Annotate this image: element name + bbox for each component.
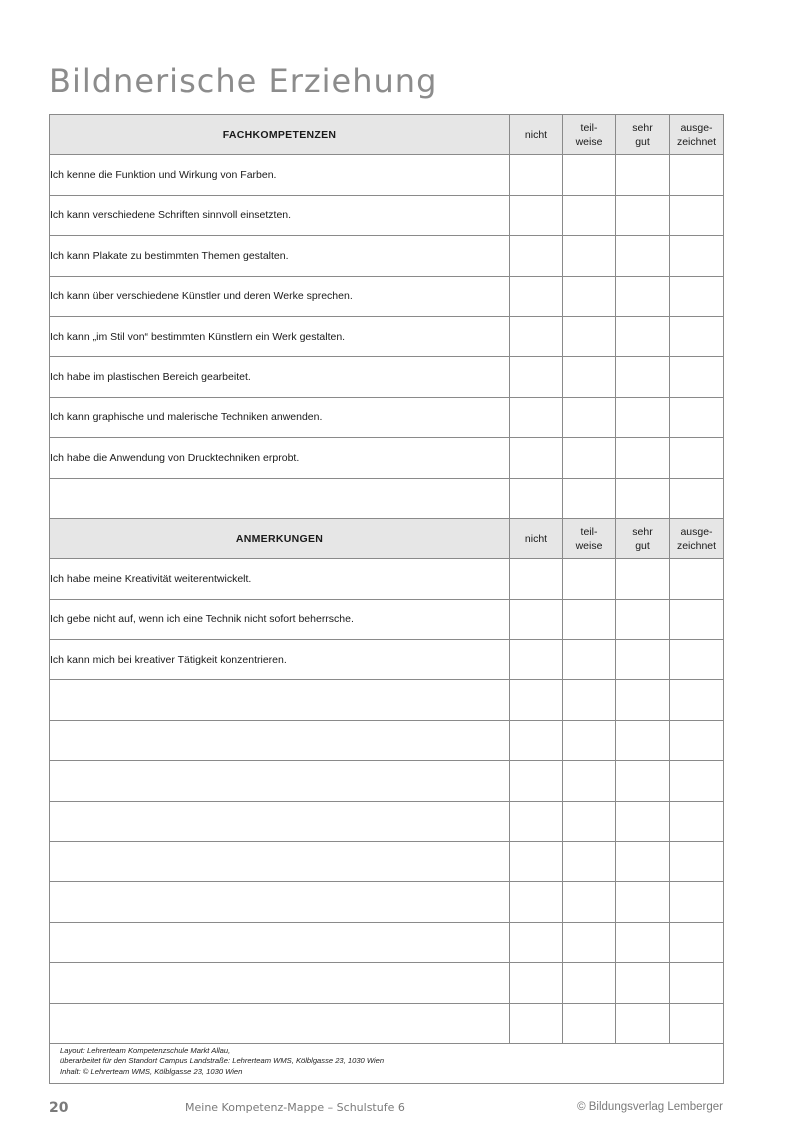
table-row xyxy=(50,720,724,760)
rating-cell-teilweise[interactable] xyxy=(563,438,616,478)
rating-cell-teilweise[interactable] xyxy=(563,1003,616,1043)
rating-cell-nicht[interactable] xyxy=(510,801,563,841)
rating-cell-nicht[interactable] xyxy=(510,397,563,437)
rating-cell-sehr-gut[interactable] xyxy=(616,195,670,235)
rating-cell-teilweise[interactable] xyxy=(563,155,616,195)
section2-header-row xyxy=(50,518,724,558)
rating-cell-teilweise[interactable] xyxy=(563,720,616,760)
column-header-ausgezeichnet xyxy=(670,518,724,558)
credits xyxy=(50,1043,724,1083)
rating-cell-ausgezeichnet[interactable] xyxy=(670,236,724,276)
rating-cell-ausgezeichnet[interactable] xyxy=(670,357,724,397)
rating-cell-teilweise[interactable] xyxy=(563,640,616,680)
rating-cell-sehr-gut[interactable] xyxy=(616,640,670,680)
rating-cell-ausgezeichnet[interactable] xyxy=(670,276,724,316)
rating-cell-nicht[interactable] xyxy=(510,155,563,195)
rating-cell-sehr-gut[interactable] xyxy=(616,761,670,801)
column-header-nicht xyxy=(510,518,563,558)
competency-statement xyxy=(50,478,510,518)
column-header-text: teil- xyxy=(580,525,598,538)
rating-cell-ausgezeichnet[interactable] xyxy=(670,801,724,841)
rating-cell-ausgezeichnet[interactable] xyxy=(670,195,724,235)
table-row xyxy=(50,236,724,276)
credits-line1: Layout: Lehrerteam Kompetenzschule Markt Allau, xyxy=(60,1045,231,1055)
competency-statement: Ich gebe nicht auf, wenn ich eine Technik nicht sofort beherrsche. xyxy=(50,599,510,639)
competency-statement xyxy=(50,801,510,841)
competency-statement xyxy=(50,720,510,760)
rating-cell-nicht[interactable] xyxy=(510,720,563,760)
rating-cell-ausgezeichnet[interactable] xyxy=(670,1003,724,1043)
table-row xyxy=(50,478,724,518)
credits-line2: überarbeitet für den Standort Campus Landstraße: Lehrerteam WMS, Kölblgasse 23, 1030 Wien xyxy=(60,1056,385,1066)
table-row xyxy=(50,316,724,356)
competency-statement: Ich kann graphische und malerische Techniken anwenden. xyxy=(50,397,510,437)
table-row xyxy=(50,599,724,639)
rating-cell-sehr-gut[interactable] xyxy=(616,599,670,639)
column-header-text: weise xyxy=(575,135,603,148)
rating-cell-ausgezeichnet[interactable] xyxy=(670,397,724,437)
page-footer xyxy=(49,1100,723,1116)
table-row xyxy=(50,922,724,962)
competency-statement: Ich kann über verschiedene Künstler und deren Werke sprechen. xyxy=(50,276,510,316)
rating-cell-nicht[interactable] xyxy=(510,236,563,276)
competency-statement: Ich habe meine Kreativität weiterentwickelt. xyxy=(50,559,510,599)
rating-cell-sehr-gut[interactable] xyxy=(616,478,670,518)
rating-cell-ausgezeichnet[interactable] xyxy=(670,478,724,518)
rating-cell-sehr-gut[interactable] xyxy=(616,882,670,922)
column-header-text: nicht xyxy=(524,128,548,141)
rating-cell-sehr-gut[interactable] xyxy=(616,276,670,316)
rating-cell-ausgezeichnet[interactable] xyxy=(670,882,724,922)
rating-cell-nicht[interactable] xyxy=(510,640,563,680)
table-row xyxy=(50,761,724,801)
table-row xyxy=(50,397,724,437)
rating-cell-teilweise[interactable] xyxy=(563,599,616,639)
rating-cell-ausgezeichnet[interactable] xyxy=(670,640,724,680)
table-row xyxy=(50,680,724,720)
competency-statement xyxy=(50,680,510,720)
rating-cell-nicht[interactable] xyxy=(510,680,563,720)
column-header-sehr-gut xyxy=(616,518,670,558)
column-header-ausgezeichnet xyxy=(670,115,724,155)
rating-cell-teilweise[interactable] xyxy=(563,801,616,841)
column-header-text: gut xyxy=(635,135,650,148)
table-row xyxy=(50,1003,724,1043)
column-header-text: teil- xyxy=(580,121,598,134)
table-row xyxy=(50,357,724,397)
rating-cell-ausgezeichnet[interactable] xyxy=(670,842,724,882)
rating-cell-ausgezeichnet[interactable] xyxy=(670,922,724,962)
competency-statement: Ich habe im plastischen Bereich gearbeitet. xyxy=(50,357,510,397)
table-row xyxy=(50,963,724,1003)
rating-cell-nicht[interactable] xyxy=(510,882,563,922)
column-header-text: ausge- xyxy=(680,121,713,134)
rating-cell-teilweise[interactable] xyxy=(563,397,616,437)
rating-cell-teilweise[interactable] xyxy=(563,963,616,1003)
column-header-text: sehr xyxy=(632,525,653,538)
column-header-text: zeichnet xyxy=(676,539,717,552)
rating-cell-teilweise[interactable] xyxy=(563,316,616,356)
rating-cell-sehr-gut[interactable] xyxy=(616,1003,670,1043)
column-header-text: weise xyxy=(575,539,603,552)
rating-cell-teilweise[interactable] xyxy=(563,882,616,922)
rating-cell-ausgezeichnet[interactable] xyxy=(670,720,724,760)
rating-cell-sehr-gut[interactable] xyxy=(616,680,670,720)
column-header-text: sehr xyxy=(632,121,653,134)
section1-header-row xyxy=(50,115,724,155)
competency-statement: Ich kann „im Stil von“ bestimmten Künstlern ein Werk gestalten. xyxy=(50,316,510,356)
table-row xyxy=(50,882,724,922)
rating-cell-nicht[interactable] xyxy=(510,195,563,235)
column-header-text: zeichnet xyxy=(676,135,717,148)
rating-cell-sehr-gut[interactable] xyxy=(616,922,670,962)
table-row xyxy=(50,559,724,599)
competency-statement xyxy=(50,922,510,962)
rating-cell-nicht[interactable] xyxy=(510,559,563,599)
rating-cell-sehr-gut[interactable] xyxy=(616,236,670,276)
rating-cell-ausgezeichnet[interactable] xyxy=(670,438,724,478)
column-header-text: gut xyxy=(635,539,650,552)
rating-cell-nicht[interactable] xyxy=(510,438,563,478)
table-row xyxy=(50,155,724,195)
rating-cell-teilweise[interactable] xyxy=(563,559,616,599)
rating-cell-ausgezeichnet[interactable] xyxy=(670,680,724,720)
competency-table xyxy=(49,114,724,1084)
rating-cell-ausgezeichnet[interactable] xyxy=(670,316,724,356)
rating-cell-sehr-gut[interactable] xyxy=(616,963,670,1003)
competency-statement xyxy=(50,963,510,1003)
rating-cell-sehr-gut[interactable] xyxy=(616,720,670,760)
rating-cell-nicht[interactable] xyxy=(510,842,563,882)
rating-cell-teilweise[interactable] xyxy=(563,236,616,276)
competency-statement xyxy=(50,882,510,922)
rating-cell-teilweise[interactable] xyxy=(563,842,616,882)
rating-cell-teilweise[interactable] xyxy=(563,680,616,720)
rating-cell-ausgezeichnet[interactable] xyxy=(670,155,724,195)
table-row xyxy=(50,842,724,882)
column-header-text: nicht xyxy=(524,532,548,545)
column-header-nicht xyxy=(510,115,563,155)
column-header-teilweise xyxy=(563,115,616,155)
column-header-sehr-gut xyxy=(616,115,670,155)
publisher: © Bildungsverlag Lemberger xyxy=(577,1101,723,1113)
section-heading: ANMERKUNGEN xyxy=(50,518,510,558)
competency-statement xyxy=(50,761,510,801)
page-title: Bildnerische Erziehung xyxy=(49,62,438,100)
rating-cell-teilweise[interactable] xyxy=(563,922,616,962)
column-header-teilweise xyxy=(563,518,616,558)
rating-cell-teilweise[interactable] xyxy=(563,357,616,397)
rating-cell-sehr-gut[interactable] xyxy=(616,316,670,356)
credits-line3: Inhalt: © Lehrerteam WMS, Kölblgasse 23, 1030 Wien xyxy=(60,1066,243,1076)
table-row xyxy=(50,276,724,316)
rating-cell-nicht[interactable] xyxy=(510,1003,563,1043)
rating-cell-nicht[interactable] xyxy=(510,963,563,1003)
rating-cell-sehr-gut[interactable] xyxy=(616,842,670,882)
rating-cell-ausgezeichnet[interactable] xyxy=(670,963,724,1003)
table-row xyxy=(50,438,724,478)
rating-cell-sehr-gut[interactable] xyxy=(616,155,670,195)
rating-cell-nicht[interactable] xyxy=(510,922,563,962)
rating-cell-sehr-gut[interactable] xyxy=(616,357,670,397)
rating-cell-sehr-gut[interactable] xyxy=(616,438,670,478)
competency-statement: Ich kann Plakate zu bestimmten Themen gestalten. xyxy=(50,236,510,276)
rating-cell-nicht[interactable] xyxy=(510,761,563,801)
table-row xyxy=(50,195,724,235)
rating-cell-ausgezeichnet[interactable] xyxy=(670,761,724,801)
rating-cell-nicht[interactable] xyxy=(510,276,563,316)
competency-statement xyxy=(50,842,510,882)
table-row xyxy=(50,801,724,841)
rating-cell-nicht[interactable] xyxy=(510,478,563,518)
competency-statement: Ich kann mich bei kreativer Tätigkeit konzentrieren. xyxy=(50,640,510,680)
rating-cell-teilweise[interactable] xyxy=(563,478,616,518)
credits-row xyxy=(50,1043,724,1083)
competency-statement xyxy=(50,1003,510,1043)
competency-statement: Ich kenne die Funktion und Wirkung von Farben. xyxy=(50,155,510,195)
rating-cell-nicht[interactable] xyxy=(510,357,563,397)
rating-cell-nicht[interactable] xyxy=(510,599,563,639)
rating-cell-sehr-gut[interactable] xyxy=(616,559,670,599)
rating-cell-teilweise[interactable] xyxy=(563,276,616,316)
book-title: Meine Kompetenz-Mappe – Schulstufe 6 xyxy=(185,1101,405,1114)
competency-statement: Ich habe die Anwendung von Drucktechniken erprobt. xyxy=(50,438,510,478)
rating-cell-teilweise[interactable] xyxy=(563,195,616,235)
rating-cell-ausgezeichnet[interactable] xyxy=(670,559,724,599)
rating-cell-teilweise[interactable] xyxy=(563,761,616,801)
section-heading: FACHKOMPETENZEN xyxy=(50,115,510,155)
rating-cell-sehr-gut[interactable] xyxy=(616,397,670,437)
rating-cell-ausgezeichnet[interactable] xyxy=(670,599,724,639)
rating-cell-nicht[interactable] xyxy=(510,316,563,356)
table-row xyxy=(50,640,724,680)
page-number: 20 xyxy=(49,1100,69,1116)
rating-cell-sehr-gut[interactable] xyxy=(616,801,670,841)
competency-statement: Ich kann verschiedene Schriften sinnvoll einsetzten. xyxy=(50,195,510,235)
column-header-text: ausge- xyxy=(680,525,713,538)
